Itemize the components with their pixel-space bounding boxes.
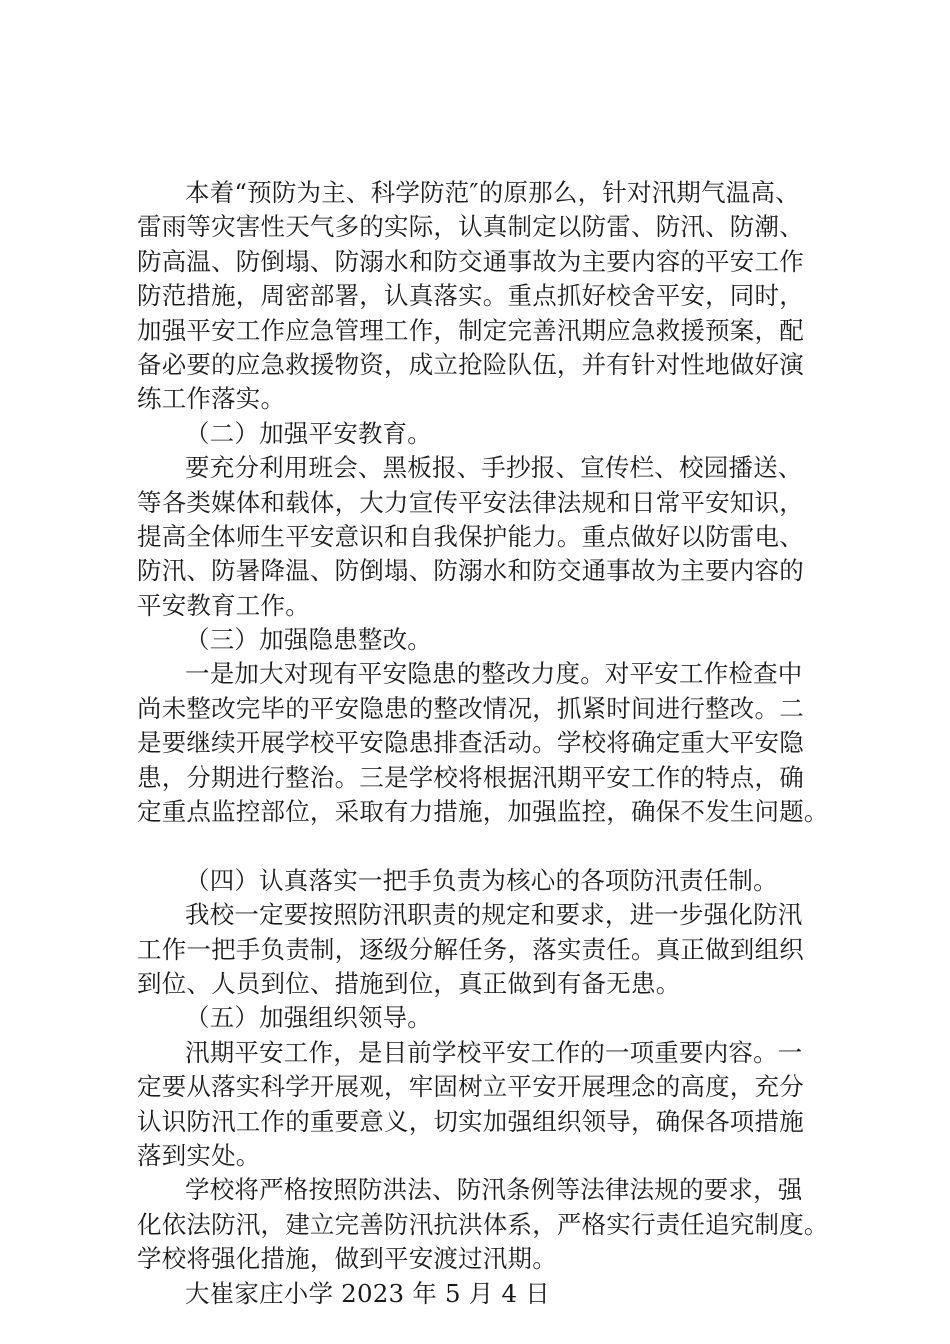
paragraph-leadership — [137, 1036, 827, 1174]
paragraph-intro — [137, 176, 827, 417]
text-line: 尚未整改完毕的平安隐患的整改情况，抓紧时间进行整改。二 — [137, 693, 804, 723]
text-line: 汛期平安工作，是目前学校平安工作的一项重要内容。一 — [185, 1037, 803, 1067]
blank-line — [137, 829, 827, 863]
text-line: 到位、人员到位、措施到位，真正做到有备无患。 — [137, 968, 681, 998]
text-line: 加强平安工作应急管理工作，制定完善汛期应急救援预案，配 — [137, 315, 804, 345]
text-line: 是要继续开展学校平安隐患排查活动。学校将确定重大平安隐 — [137, 728, 804, 758]
text-line: 认识防汛工作的重要意义，切实加强组织领导，确保各项措施 — [137, 1106, 804, 1136]
text-line: 学校将强化措施，做到平安渡过汛期。 — [137, 1244, 557, 1274]
text-line: 患，分期进行整治。三是学校将根据汛期平安工作的特点，确 — [137, 762, 804, 792]
text-line: 防汛、防暑降温、防倒塌、防溺水和防交通事故为主要内容的 — [137, 556, 804, 586]
section-heading-2: （二）加强平安教育。 — [185, 418, 432, 448]
document-page — [137, 176, 827, 1311]
text-line: 学校将严格按照防洪法、防汛条例等法律法规的要求，强 — [185, 1175, 803, 1205]
paragraph-hazard-rectification — [137, 657, 827, 829]
text-line: 定要从落实科学开展观，牢固树立平安开展理念的高度，充分 — [137, 1072, 804, 1102]
paragraph-legal-compliance — [137, 1173, 827, 1276]
text-line: 平安教育工作。 — [137, 590, 310, 620]
signature-date: 大崔家庄小学 2023 年 5 月 4 日 — [185, 1278, 550, 1308]
text-line: 一是加大对现有平安隐患的整改力度。对平安工作检查中 — [185, 659, 803, 689]
paragraph-responsibility — [137, 898, 827, 1001]
text-line: 本着“预防为主、科学防范″的原那么，针对汛期气温高、 — [185, 178, 800, 207]
paragraph-safety-education — [137, 451, 827, 623]
text-line: 要充分利用班会、黑板报、手抄报、宣传栏、校园播送、 — [185, 453, 803, 483]
text-line: 工作一把手负责制，逐级分解任务，落实责任。真正做到组织 — [137, 934, 804, 964]
text-line: 练工作落实。 — [137, 384, 286, 414]
text-line: 防范措施，周密部署，认真落实。重点抓好校舍平安，同时， — [137, 281, 804, 311]
text-line: 防高温、防倒塌、防溺水和防交通事故为主要内容的平安工作 — [137, 246, 804, 276]
text-line: 定重点监控部位，采取有力措施，加强监控，确保不发生问题。 — [137, 797, 829, 827]
section-heading-5: （五）加强组织领导。 — [185, 1003, 432, 1033]
text-line: 提高全体师生平安意识和自我保护能力。重点做好以防雷电、 — [137, 521, 804, 551]
section-heading-3: （三）加强隐患整改。 — [185, 625, 432, 655]
text-line: 我校一定要按照防汛职责的规定和要求，进一步强化防汛 — [185, 900, 803, 930]
text-line: 落到实处。 — [137, 1140, 261, 1170]
section-heading-4: （四）认真落实一把手负责为核心的各项防汛责任制。 — [185, 865, 778, 895]
text-line: 备必要的应急救援物资，成立抢险队伍，并有针对性地做好演 — [137, 349, 804, 379]
text-line: 等各类媒体和载体，大力宣传平安法律法规和日常平安知识， — [137, 487, 804, 517]
text-line: 化依法防汛，建立完善防汛抗洪体系，严格实行责任追究制度。 — [137, 1209, 829, 1239]
text-line: 雷雨等灾害性天气多的实际，认真制定以防雷、防汛、防潮、 — [137, 212, 804, 242]
